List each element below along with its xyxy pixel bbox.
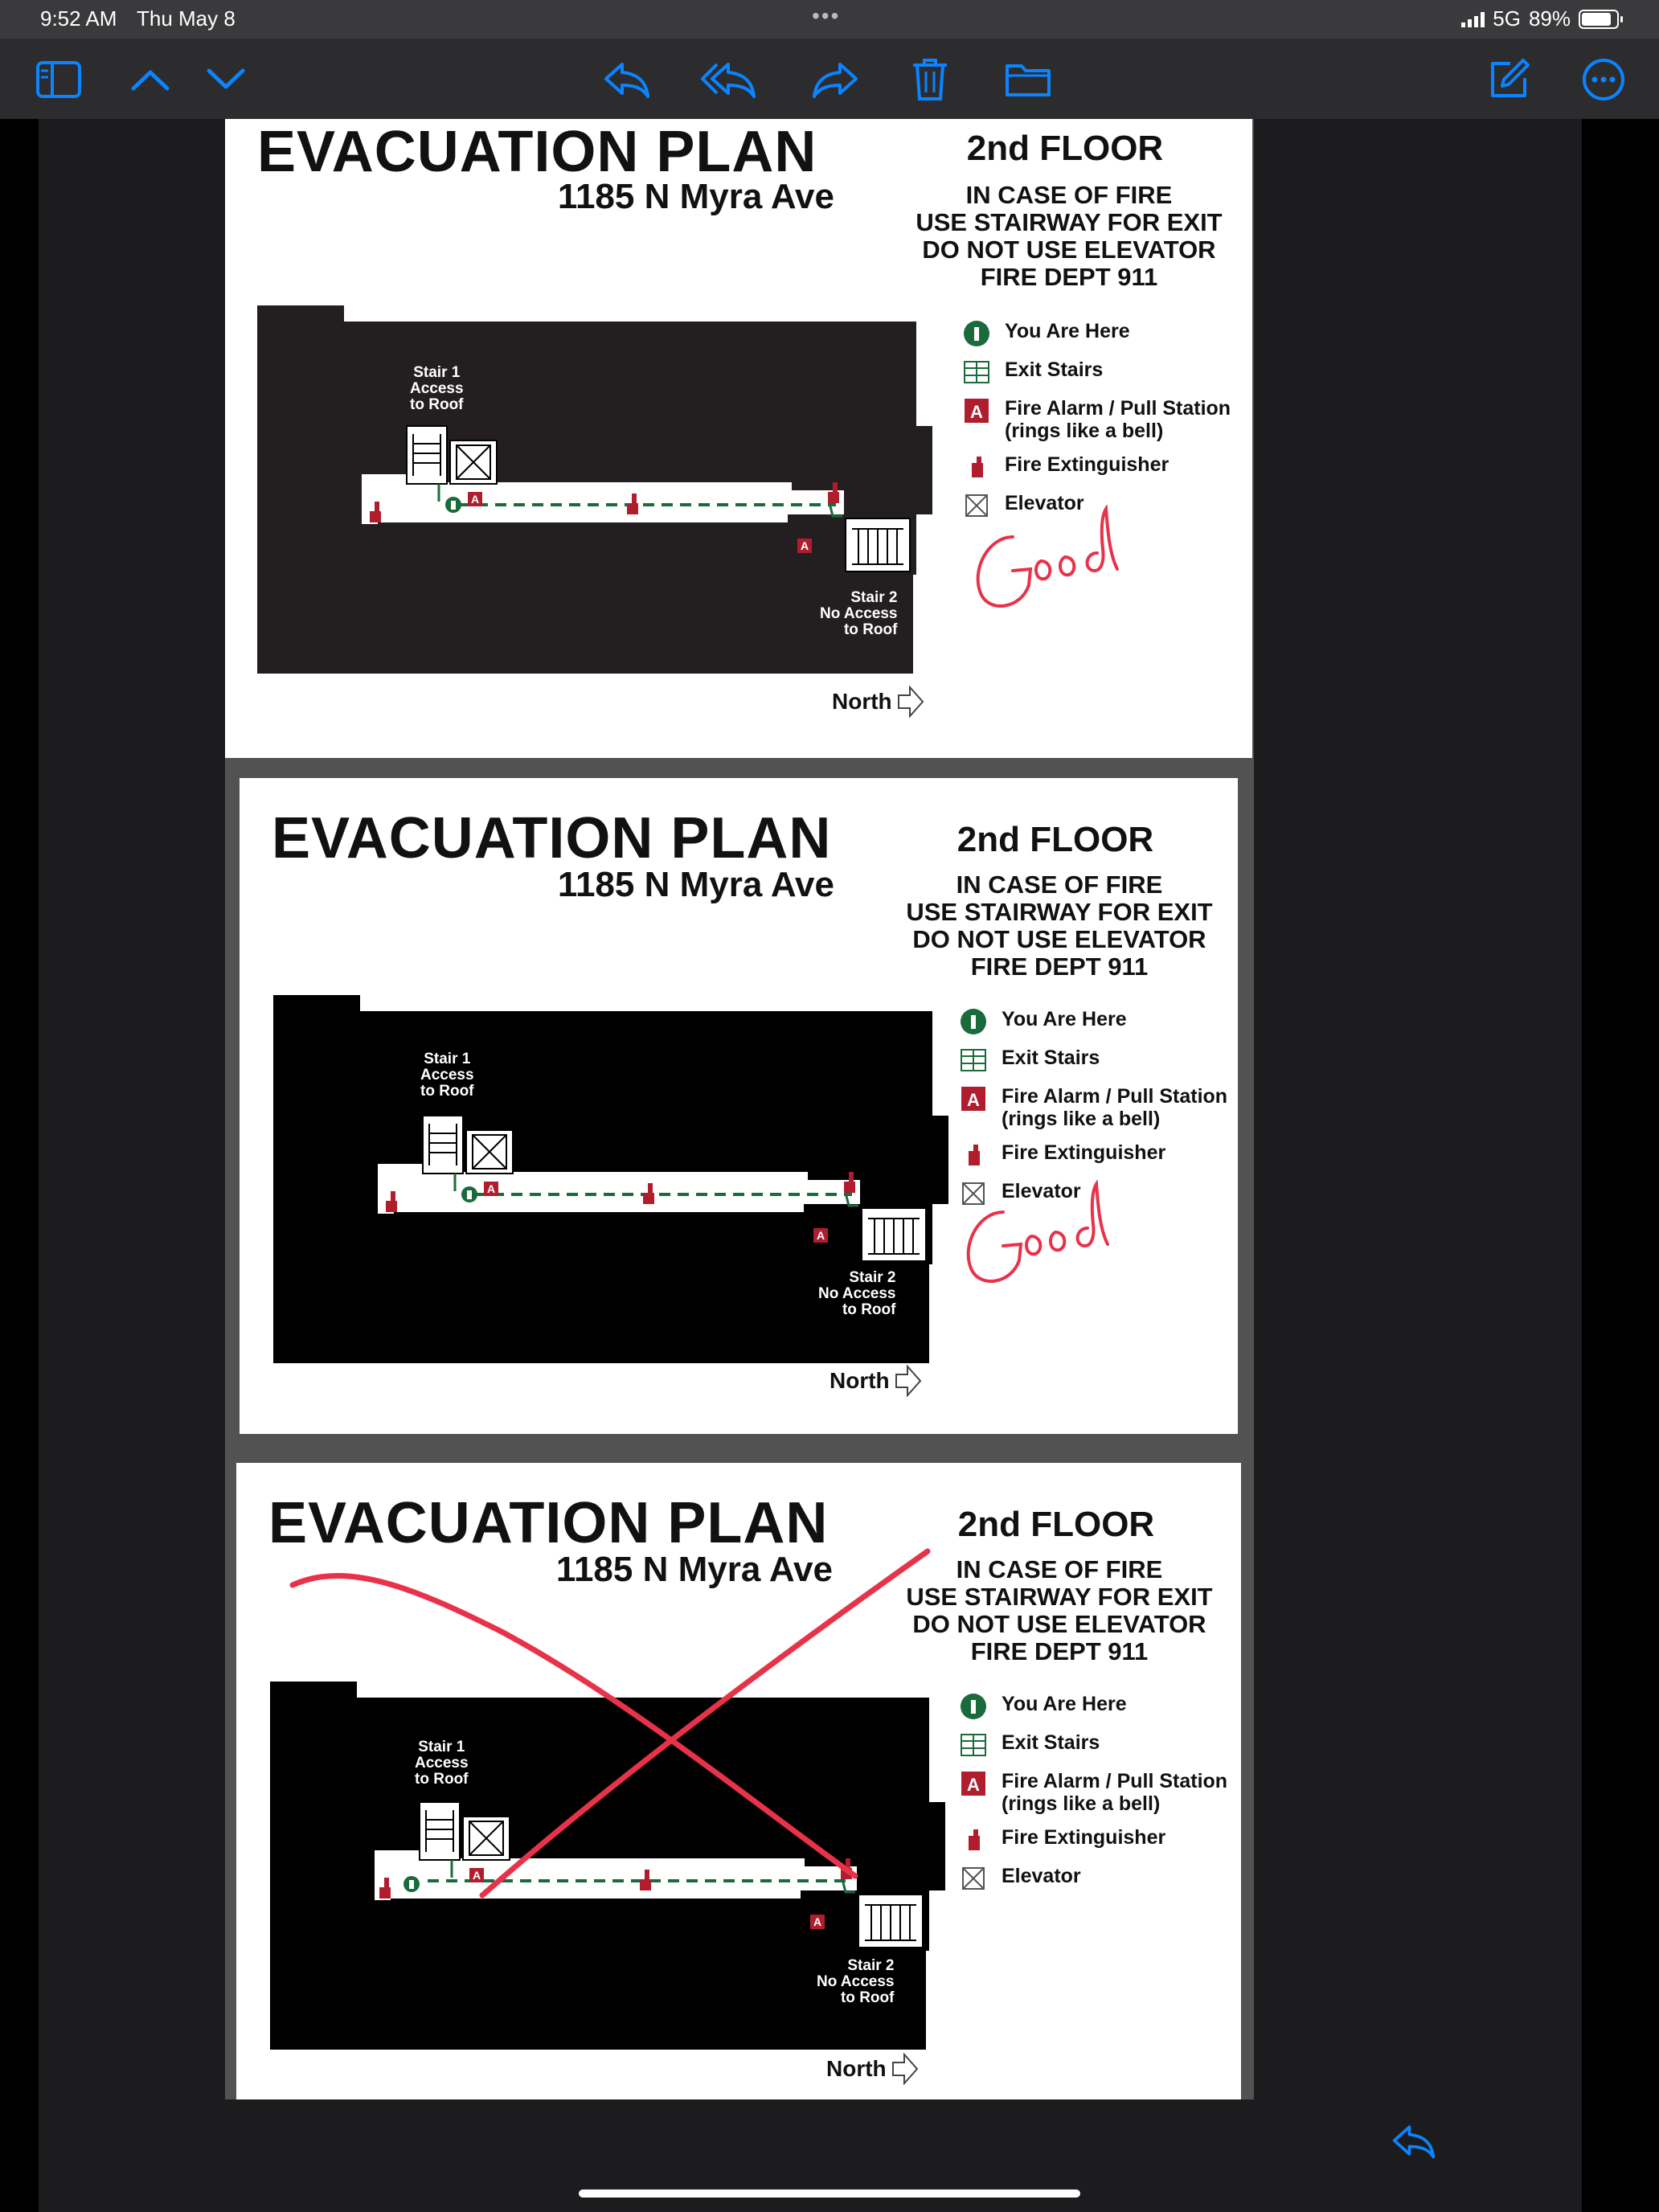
stair-1-label xyxy=(415,1739,469,1788)
move-to-folder-button[interactable] xyxy=(1000,51,1056,108)
plan-title: EVACUATION PLAN xyxy=(257,120,817,184)
compose-button[interactable] xyxy=(1481,51,1537,108)
stair-label-line: to Roof xyxy=(415,1771,469,1788)
north-label: North xyxy=(830,1368,890,1393)
legend-label: (rings like a bell) xyxy=(1002,1792,1161,1815)
status-bar xyxy=(0,0,1659,39)
plan-legend xyxy=(960,1008,1238,1219)
legend-label: Fire Extinguisher xyxy=(1005,453,1169,476)
legend-fire-alarm xyxy=(960,1770,1241,1815)
plan-floor: 2nd FLOOR xyxy=(966,129,1164,168)
stair-label-line: to Roof xyxy=(843,621,898,638)
north-indicator xyxy=(830,1365,922,1397)
instruction-line: IN CASE OF FIRE xyxy=(965,181,1173,209)
status-date: Thu May 8 xyxy=(137,6,236,31)
stair-label-line: No Access xyxy=(818,1285,896,1302)
stair-label-line: Stair 1 xyxy=(413,364,461,381)
evacuation-plan-card-3 xyxy=(236,1463,1241,2099)
stair-label-line: No Access xyxy=(817,1973,895,1990)
chevron-up-icon xyxy=(130,68,170,92)
plan-instructions xyxy=(908,182,1230,291)
evacuation-plan-card-1 xyxy=(225,119,1252,758)
previous-message-button[interactable] xyxy=(122,51,178,108)
instruction-line: FIRE DEPT 911 xyxy=(970,952,1149,981)
annotation-text: Good xyxy=(965,505,967,506)
legend-label: Fire Alarm / Pull Station xyxy=(1002,1770,1228,1792)
legend-label: Fire Extinguisher xyxy=(1002,1141,1166,1164)
instruction-line: FIRE DEPT 911 xyxy=(980,263,1158,291)
legend-label: Elevator xyxy=(1005,492,1084,514)
legend-exit-stairs xyxy=(960,1047,1238,1074)
you-are-here-icon xyxy=(963,320,990,347)
stair-label-line: Stair 2 xyxy=(847,1957,895,1974)
plan-instructions xyxy=(899,1556,1220,1665)
instruction-line: DO NOT USE ELEVATOR xyxy=(922,236,1216,264)
svg-text:A: A xyxy=(813,1915,822,1928)
north-arrow-icon xyxy=(891,2053,919,2085)
instruction-line: USE STAIRWAY FOR EXIT xyxy=(906,1583,1213,1611)
bottom-reply-button[interactable] xyxy=(1386,2117,1442,2165)
exit-stairs-icon xyxy=(960,1047,987,1074)
svg-text:A: A xyxy=(967,1775,980,1795)
stair-label-line: to Roof xyxy=(410,396,464,413)
legend-label: You Are Here xyxy=(1005,320,1130,342)
stair-label-line: Stair 2 xyxy=(850,589,898,606)
legend-fire-extinguisher xyxy=(960,1826,1241,1854)
svg-text:A: A xyxy=(470,493,480,506)
stair-2-label xyxy=(818,1270,895,1318)
reply-icon xyxy=(603,59,651,100)
folder-icon xyxy=(1004,59,1052,100)
legend-exit-stairs xyxy=(960,1731,1241,1759)
compose-icon xyxy=(1486,57,1531,102)
north-label: North xyxy=(826,2056,887,2081)
legend-label: Fire Alarm / Pull Station xyxy=(1002,1085,1228,1108)
stair-label-line: Access xyxy=(415,1755,469,1772)
instruction-line: IN CASE OF FIRE xyxy=(956,870,1163,899)
sidebar-icon xyxy=(35,59,83,100)
battery-icon xyxy=(1579,10,1619,29)
stair-1-label xyxy=(410,365,464,413)
legend-you-are-here xyxy=(963,320,1252,347)
elevator-icon xyxy=(960,1180,987,1207)
legend-label: Exit Stairs xyxy=(1005,358,1104,381)
fire-extinguisher-icon xyxy=(960,1826,987,1854)
battery-percent: 89% xyxy=(1528,6,1571,31)
instruction-line: DO NOT USE ELEVATOR xyxy=(912,925,1206,953)
legend-elevator xyxy=(963,492,1252,519)
north-indicator xyxy=(826,2053,919,2085)
evacuation-plan-card-2 xyxy=(240,778,1238,1434)
trash-icon xyxy=(910,57,950,102)
legend-you-are-here xyxy=(960,1008,1238,1035)
annotation-text: Good xyxy=(955,1180,957,1181)
stair-label-line: to Roof xyxy=(842,1301,896,1318)
legend-label: Fire Extinguisher xyxy=(1002,1826,1166,1849)
legend-elevator xyxy=(960,1865,1241,1892)
elevator-icon xyxy=(960,1865,987,1892)
more-button[interactable] xyxy=(1575,51,1632,108)
svg-text:A: A xyxy=(967,1090,980,1110)
stair-label-line: Stair 1 xyxy=(418,1739,465,1755)
svg-text:A: A xyxy=(472,1869,481,1882)
mail-toolbar xyxy=(0,39,1659,119)
elevator-icon xyxy=(963,492,990,519)
instruction-line: FIRE DEPT 911 xyxy=(970,1637,1149,1665)
multitasking-dots-icon[interactable]: ••• xyxy=(812,3,841,28)
legend-label: (rings like a bell) xyxy=(1005,420,1164,442)
svg-text:A: A xyxy=(816,1229,825,1242)
instruction-line: USE STAIRWAY FOR EXIT xyxy=(916,208,1223,236)
exit-stairs-icon xyxy=(963,358,990,386)
north-indicator xyxy=(832,686,924,718)
stair-2-label xyxy=(817,1958,894,2006)
stair-label-line: to Roof xyxy=(420,1083,474,1100)
plan-legend xyxy=(960,1693,1241,1903)
stair-label-line: No Access xyxy=(820,605,898,622)
legend-label: You Are Here xyxy=(1002,1693,1127,1715)
plan-floor: 2nd FLOOR xyxy=(957,1505,1155,1544)
legend-fire-extinguisher xyxy=(963,453,1252,481)
network-type: 5G xyxy=(1493,6,1521,31)
plan-floor: 2nd FLOOR xyxy=(956,820,1154,859)
legend-label: Fire Alarm / Pull Station xyxy=(1005,397,1231,420)
trash-button[interactable] xyxy=(902,51,958,108)
plan-legend xyxy=(963,320,1252,530)
stair-label-line: Access xyxy=(410,380,464,397)
stair-1-label xyxy=(420,1051,474,1100)
stair-label-line: Stair 1 xyxy=(424,1051,471,1067)
stair-label-line: Stair 2 xyxy=(849,1269,896,1286)
more-icon xyxy=(1581,57,1626,102)
reply-icon xyxy=(1391,2122,1436,2161)
forward-icon xyxy=(811,59,859,100)
svg-text:A: A xyxy=(486,1182,496,1195)
plan-title: EVACUATION PLAN xyxy=(272,806,832,870)
reply-all-button[interactable] xyxy=(701,51,757,108)
svg-text:A: A xyxy=(800,539,809,552)
legend-fire-alarm xyxy=(960,1085,1238,1130)
plan-address: 1185 N Myra Ave xyxy=(557,865,834,904)
status-time: 9:52 AM xyxy=(40,6,117,31)
stair-2-label xyxy=(820,590,897,638)
legend-label: (rings like a bell) xyxy=(1002,1108,1161,1130)
legend-you-are-here xyxy=(960,1693,1241,1720)
home-indicator[interactable] xyxy=(579,2189,1080,2198)
instruction-line: DO NOT USE ELEVATOR xyxy=(912,1610,1206,1638)
you-are-here-icon xyxy=(960,1693,987,1720)
instruction-line: USE STAIRWAY FOR EXIT xyxy=(906,898,1213,926)
stair-label-line: Access xyxy=(420,1067,474,1083)
plan-address: 1185 N Myra Ave xyxy=(555,1550,833,1589)
fire-alarm-icon xyxy=(963,397,990,424)
plan-title: EVACUATION PLAN xyxy=(268,1491,829,1555)
legend-fire-extinguisher xyxy=(960,1141,1238,1169)
next-message-button[interactable] xyxy=(198,51,254,108)
instruction-line: IN CASE OF FIRE xyxy=(956,1555,1163,1583)
stair-label-line: to Roof xyxy=(840,1989,895,2006)
svg-text:A: A xyxy=(970,402,983,422)
cellular-signal-icon xyxy=(1461,11,1485,27)
legend-fire-alarm xyxy=(963,397,1252,442)
attached-document[interactable] xyxy=(225,119,1254,2099)
legend-label: Elevator xyxy=(1002,1180,1081,1202)
legend-label: Elevator xyxy=(1002,1865,1081,1887)
forward-button[interactable] xyxy=(807,51,863,108)
fire-alarm-icon xyxy=(960,1770,987,1797)
legend-label: You Are Here xyxy=(1002,1008,1127,1030)
north-label: North xyxy=(832,689,892,714)
legend-exit-stairs xyxy=(963,358,1252,386)
message-viewer[interactable] xyxy=(39,119,1582,2099)
exit-stairs-icon xyxy=(960,1731,987,1759)
fire-extinguisher-icon xyxy=(963,453,990,481)
fire-alarm-icon xyxy=(960,1085,987,1112)
chevron-down-icon xyxy=(206,68,246,92)
reply-all-icon xyxy=(701,59,757,100)
sidebar-toggle-button[interactable] xyxy=(31,51,87,108)
fire-extinguisher-icon xyxy=(960,1141,987,1169)
you-are-here-icon xyxy=(960,1008,987,1035)
north-arrow-icon xyxy=(895,1365,922,1397)
legend-label: Exit Stairs xyxy=(1002,1047,1100,1069)
legend-label: Exit Stairs xyxy=(1002,1731,1100,1754)
legend-elevator xyxy=(960,1180,1238,1207)
north-arrow-icon xyxy=(897,686,924,718)
plan-address: 1185 N Myra Ave xyxy=(557,177,834,216)
status-right xyxy=(1461,6,1619,31)
plan-instructions xyxy=(899,871,1220,981)
reply-button[interactable] xyxy=(599,51,655,108)
